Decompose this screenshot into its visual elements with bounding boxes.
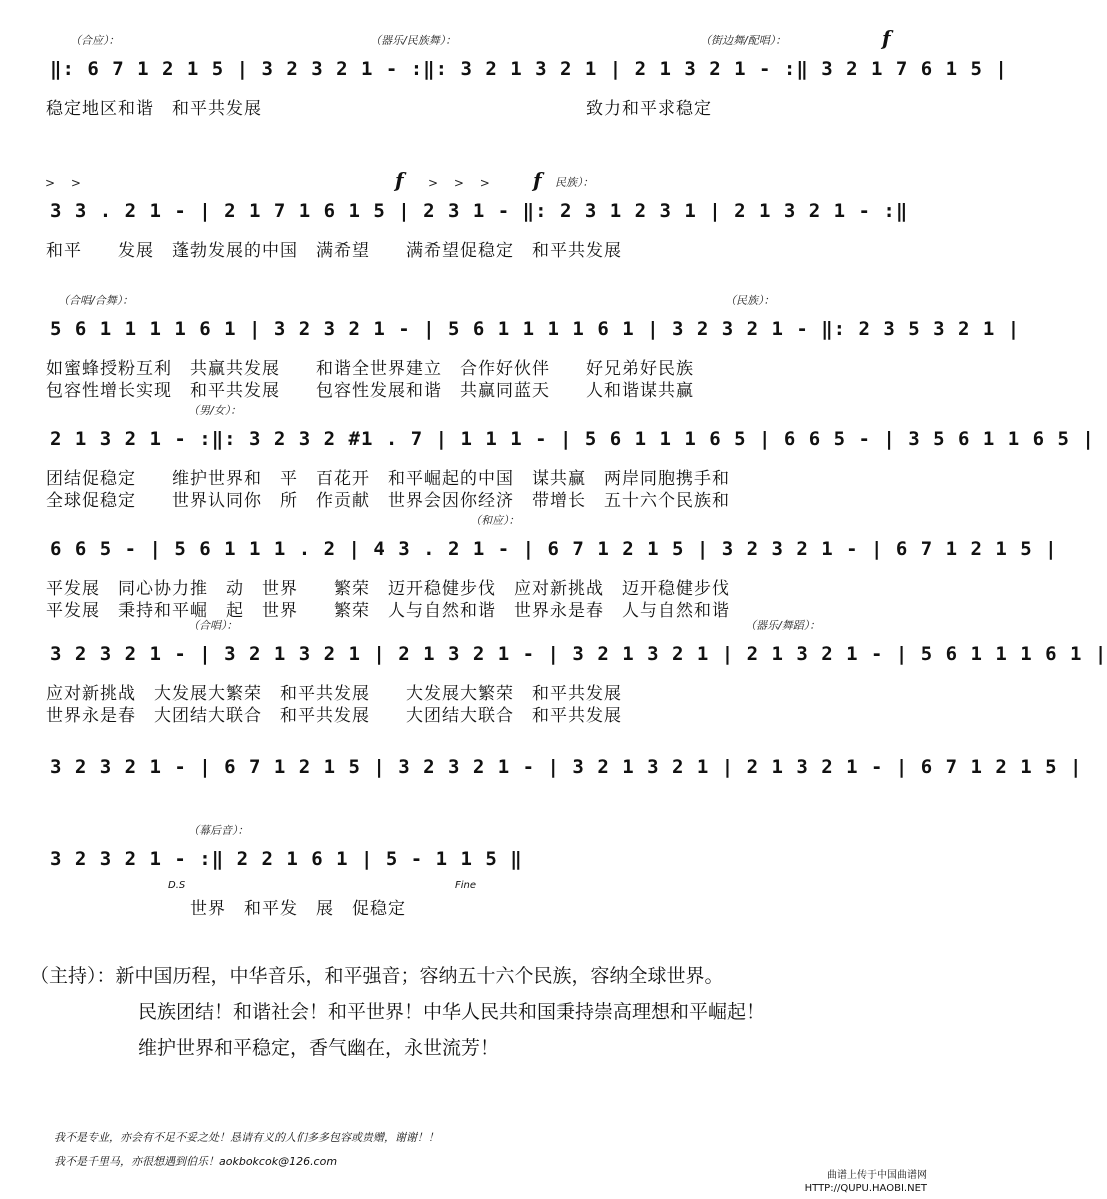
- notation-line: 2 1 3 2 1 - :‖: 3 2 3 2 #1 . 7 | 1 1 1 - | 5 6 1 1 1 6 5 | 6 6 5 - | 3 5 6 1 1 6 5 |: [50, 428, 1095, 450]
- part-label: （和应）：: [470, 514, 520, 527]
- footer-line-2: 我不是千里马，亦很想遇到伯乐！aokbokcok@126.com: [54, 1155, 338, 1168]
- lyric-line: 和平 发展 蓬勃发展的中国 满希望 满希望促稳定 和平共发展: [46, 241, 622, 261]
- lyric-line: 世界 和平发 展 促稳定: [46, 899, 406, 919]
- lyric-line: 平发展 秉持和平崛 起 世界 繁荣 人与自然和谐 世界永是春 人与自然和谐: [46, 601, 730, 621]
- host-line-3: 维护世界和平稳定，香气幽在，永世流芳！: [138, 1037, 500, 1059]
- dynamic-forte: f: [395, 168, 404, 192]
- host-line-2: 民族团结！和谐社会！和平世界！中华人民共和国秉持崇高理想和平崛起！: [138, 1001, 766, 1023]
- part-label: （民族）：: [725, 294, 775, 307]
- part-label: 民族）：: [555, 176, 594, 189]
- notation-line: 5 6 1 1 1 1 6 1 | 3 2 3 2 1 - | 5 6 1 1 1 1 6 1 | 3 2 3 2 1 - ‖: 2 3 5 3 2 1 |: [50, 318, 1021, 340]
- lyric-line: 全球促稳定 世界认同你 所 作贡献 世界会因你经济 带增长 五十六个民族和: [46, 491, 730, 511]
- watermark-line-1: 曲谱上传于中国曲谱网: [827, 1170, 927, 1181]
- notation-line: 3 2 3 2 1 - | 3 2 1 3 2 1 | 2 1 3 2 1 - | 3 2 1 3 2 1 | 2 1 3 2 1 - | 5 6 1 1 1 6 1 |: [50, 643, 1107, 665]
- lyric-line: 团结促稳定 维护世界和 平 百花开 和平崛起的中国 谋共赢 两岸同胞携手和: [46, 469, 730, 489]
- footer-note: [54, 1126, 439, 1174]
- host-label: （主持）：: [30, 965, 116, 987]
- notation-line: 6 6 5 - | 5 6 1 1 1 . 2 | 4 3 . 2 1 - | 6 7 1 2 1 5 | 3 2 3 2 1 - | 6 7 1 2 1 5 |: [50, 538, 1058, 560]
- lyric-line: 应对新挑战 大发展大繁荣 和平共发展 大发展大繁荣 和平共发展: [46, 684, 622, 704]
- site-watermark: [805, 1169, 927, 1195]
- part-label: （幕后音）：: [188, 824, 249, 837]
- part-label: （街边舞/配唱）：: [700, 34, 787, 47]
- host-narration: [30, 958, 765, 1066]
- lyric-line: 平发展 同心协力推 动 世界 繁荣 迈开稳健步伐 应对新挑战 迈开稳健步伐: [46, 579, 730, 599]
- accent-marks: > >: [45, 176, 87, 190]
- lyric-line: 包容性增长实现 和平共发展 包容性发展和谐 共赢同蓝天 人和谐谋共赢: [46, 381, 694, 401]
- part-label: （合应）：: [70, 34, 120, 47]
- part-label: （合唱/合舞）：: [58, 294, 134, 307]
- accent-marks: > > >: [428, 176, 496, 190]
- part-label: （男/女）：: [188, 404, 242, 417]
- notation-line: 3 2 3 2 1 - :‖ 2 2 1 6 1 | 5 - 1 1 5 ‖: [50, 848, 523, 870]
- notation-line: ‖: 6 7 1 2 1 5 | 3 2 3 2 1 - :‖: 3 2 1 3 2 1 | 2 1 3 2 1 - :‖ 3 2 1 7 6 1 5 |: [50, 58, 1008, 80]
- host-line-1: （主持）：新中国历程，中华音乐，和平强音；容纳五十六个民族，容纳全球世界。: [30, 965, 724, 987]
- footer-line-1: 我不是专业，亦会有不足不妥之处！恳请有义的人们多多包容或贵赠，谢谢！！: [54, 1131, 439, 1144]
- part-label: （器乐/舞蹈）：: [745, 619, 821, 632]
- dynamic-forte: f: [533, 168, 542, 192]
- notation-line: 3 3 . 2 1 - | 2 1 7 1 6 1 5 | 2 3 1 - ‖: 2 3 1 2 3 1 | 2 1 3 2 1 - :‖: [50, 200, 909, 222]
- dynamic-forte: f: [882, 26, 891, 50]
- lyric-line: 稳定地区和谐 和平共发展 致力和平求稳定: [46, 99, 712, 119]
- lyric-line: 如蜜蜂授粉互利 共赢共发展 和谐全世界建立 合作好伙伴 好兄弟好民族: [46, 359, 694, 379]
- repeat-mark: Fine: [455, 880, 477, 891]
- lyric-line: 世界永是春 大团结大联合 和平共发展 大团结大联合 和平共发展: [46, 706, 622, 726]
- repeat-mark: D.S: [168, 880, 186, 891]
- part-label: （合唱）：: [188, 619, 238, 632]
- part-label: （器乐/民族舞）：: [370, 34, 457, 47]
- notation-line: 3 2 3 2 1 - | 6 7 1 2 1 5 | 3 2 3 2 1 - | 3 2 1 3 2 1 | 2 1 3 2 1 - | 6 7 1 2 1 5 |: [50, 756, 1083, 778]
- watermark-line-2: HTTP://QUPU.HAOBI.NET: [804, 1183, 927, 1194]
